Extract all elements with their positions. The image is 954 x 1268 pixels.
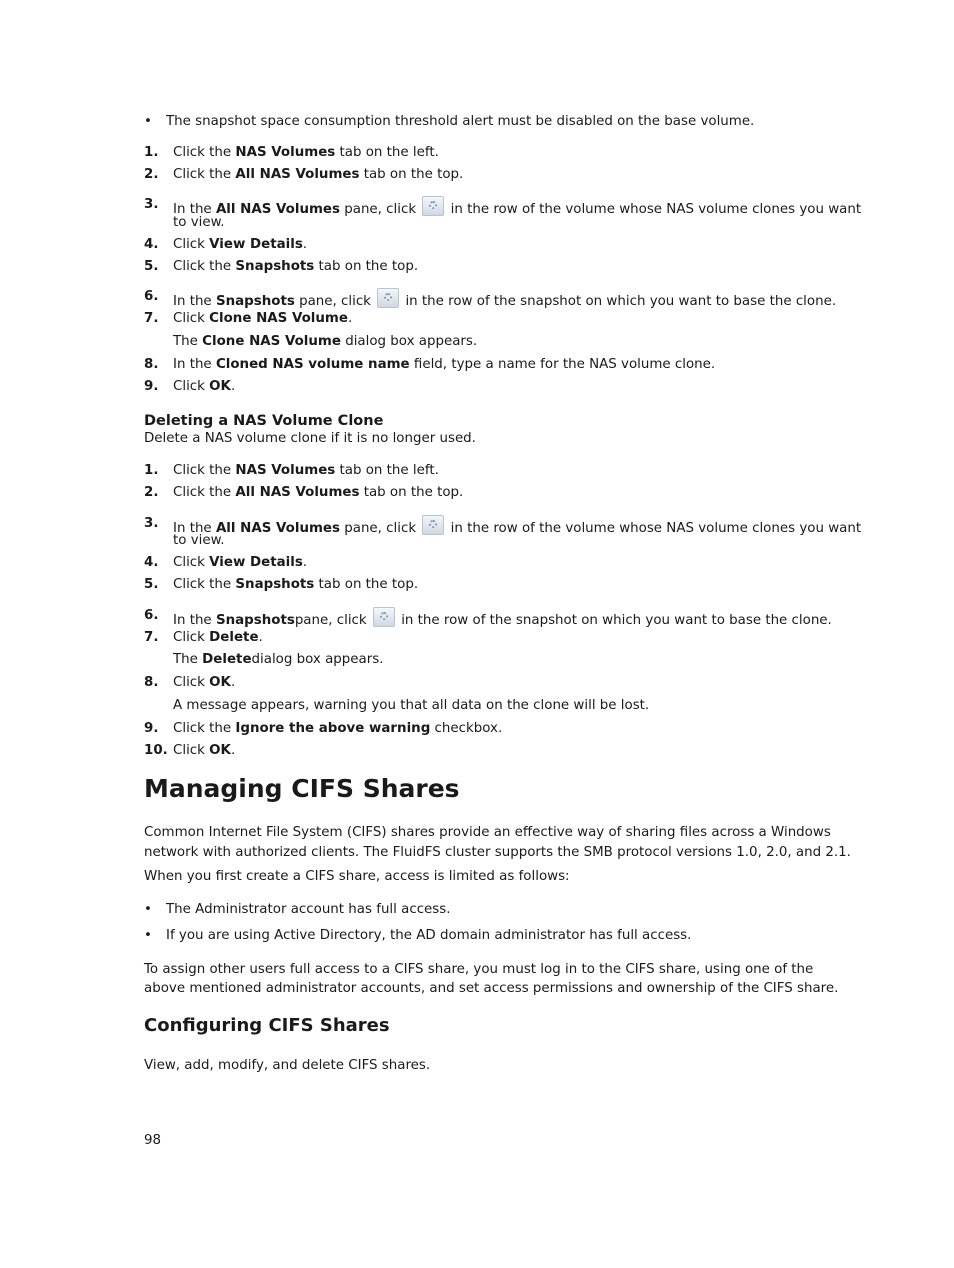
- section-intro: Delete a NAS volume clone if it is no longer used.: [144, 431, 476, 446]
- paragraph-line: above mentioned administrator accounts, and set access permissions and ownership of the CIFS share.: [144, 981, 839, 996]
- list-item-continuation: to view.: [173, 215, 225, 230]
- section-heading: Deleting a NAS Volume Clone: [144, 413, 384, 429]
- step-number: 3.: [144, 197, 159, 212]
- step-number: 6.: [144, 608, 159, 623]
- gear-icon: [377, 288, 399, 308]
- list-item: Click OK.: [173, 379, 236, 394]
- list-item: Click Clone NAS Volume.: [173, 311, 353, 326]
- step-number: 9.: [144, 721, 159, 736]
- paragraph-line: To assign other users full access to a CIFS share, you must log in to the CIFS share, using one of the: [144, 962, 814, 977]
- step-number: 8.: [144, 675, 159, 690]
- list-item: Click the NAS Volumes tab on the left.: [173, 463, 439, 478]
- list-item-note: A message appears, warning you that all data on the clone will be lost.: [173, 698, 650, 713]
- list-item: Click OK.: [173, 743, 236, 758]
- list-item: If you are using Active Directory, the AD domain administrator has full access.: [166, 928, 692, 943]
- gear-icon: [373, 607, 395, 627]
- bullet-dot: •: [144, 114, 152, 129]
- step-number: 1.: [144, 145, 159, 160]
- list-item-continuation: to view.: [173, 533, 225, 548]
- paragraph-line: Common Internet File System (CIFS) shares provide an effective way of sharing files across a Windows: [144, 825, 831, 840]
- gear-icon: [422, 196, 444, 216]
- list-item: Click Delete.: [173, 630, 263, 645]
- step-number: 7.: [144, 311, 159, 326]
- list-item: Click View Details.: [173, 555, 308, 570]
- step-number: 9.: [144, 379, 159, 394]
- list-item: In the All NAS Volumes pane, click in the row of the volume whose NAS volume clones you want: [173, 515, 861, 538]
- list-item-note: The Clone NAS Volume dialog box appears.: [173, 334, 478, 349]
- list-item-note: The Deletedialog box appears.: [173, 652, 384, 667]
- paragraph: When you first create a CIFS share, access is limited as follows:: [144, 869, 570, 884]
- step-number: 5.: [144, 577, 159, 592]
- step-number: 8.: [144, 357, 159, 372]
- list-item: The Administrator account has full access.: [166, 902, 451, 917]
- list-item: In the Snapshotspane, click in the row of the snapshot on which you want to base the clone.: [173, 607, 832, 630]
- list-item: In the Cloned NAS volume name field, type a name for the NAS volume clone.: [173, 357, 716, 372]
- bullet-dot: •: [144, 928, 152, 943]
- section-heading: Configuring CIFS Shares: [144, 1015, 390, 1036]
- page-number: 98: [144, 1133, 162, 1148]
- list-item: Click the Snapshots tab on the top.: [173, 577, 419, 592]
- step-number: 2.: [144, 485, 159, 500]
- step-number: 7.: [144, 630, 159, 645]
- step-number: 4.: [144, 555, 159, 570]
- list-item: Click the NAS Volumes tab on the left.: [173, 145, 439, 160]
- step-number: 6.: [144, 289, 159, 304]
- paragraph: View, add, modify, and delete CIFS shares.: [144, 1058, 431, 1073]
- list-item: Click View Details.: [173, 237, 308, 252]
- paragraph-line: network with authorized clients. The FluidFS cluster supports the SMB protocol versions 1.0, 2.0, and 2.1.: [144, 845, 851, 860]
- step-number: 4.: [144, 237, 159, 252]
- page-title: Managing CIFS Shares: [144, 774, 460, 803]
- step-number: 1.: [144, 463, 159, 478]
- list-item: In the All NAS Volumes pane, click in the row of the volume whose NAS volume clones you want: [173, 196, 861, 219]
- bullet-dot: •: [144, 902, 152, 917]
- list-item: In the Snapshots pane, click in the row of the snapshot on which you want to base the clone.: [173, 288, 836, 311]
- step-number: 2.: [144, 167, 159, 182]
- step-number: 3.: [144, 516, 159, 531]
- list-item: Click the Ignore the above warning checkbox.: [173, 721, 503, 736]
- list-item: Click the All NAS Volumes tab on the top.: [173, 485, 464, 500]
- intro-bullet-text: The snapshot space consumption threshold alert must be disabled on the base volume.: [166, 114, 755, 129]
- step-number: 10.: [144, 743, 168, 758]
- list-item: Click the Snapshots tab on the top.: [173, 259, 419, 274]
- list-item: Click OK.: [173, 675, 236, 690]
- step-number: 5.: [144, 259, 159, 274]
- list-item: Click the All NAS Volumes tab on the top.: [173, 167, 464, 182]
- gear-icon: [422, 515, 444, 535]
